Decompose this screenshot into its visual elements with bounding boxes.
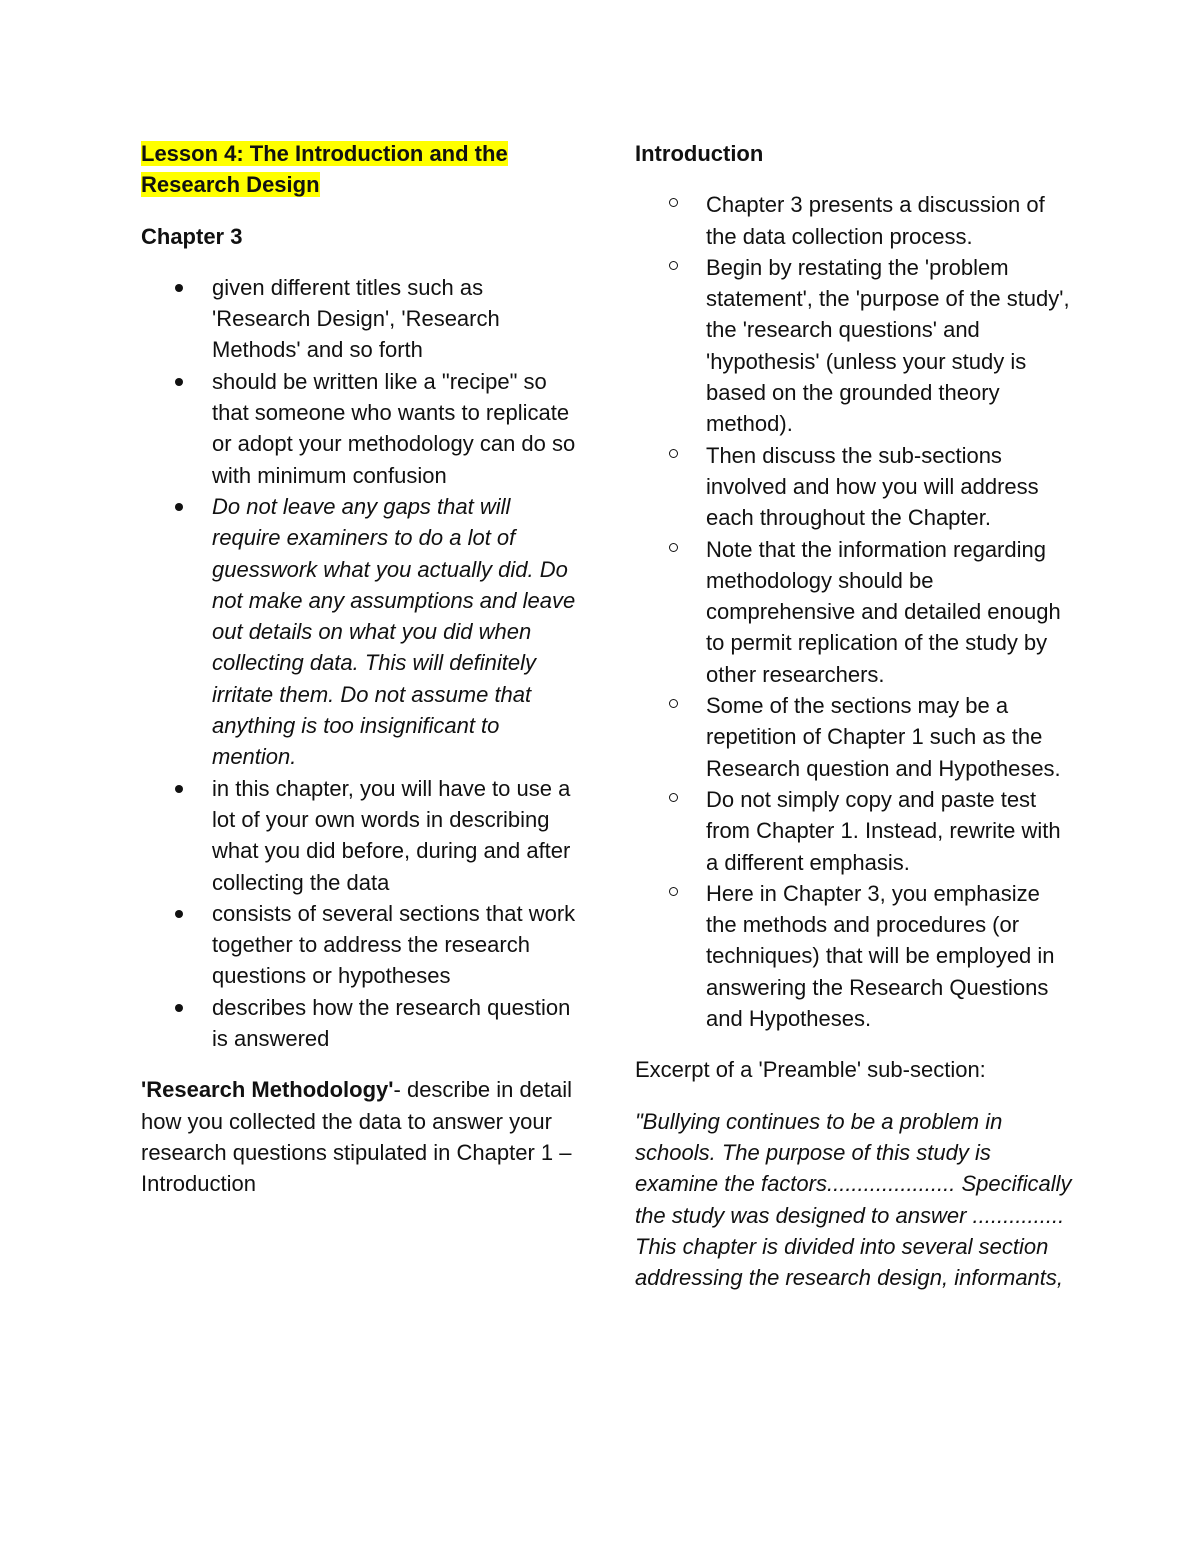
introduction-heading: Introduction <box>635 141 764 166</box>
bullet-icon <box>175 910 183 918</box>
left-column <box>141 138 581 1200</box>
right-column <box>635 138 1075 1293</box>
list-item: Some of the sections may be a repetition of Chapter 1 such as the Research question and Hypotheses. <box>635 690 1075 784</box>
list-item: in this chapter, you will have to use a lot of your own words in describing what you did before, during and after collecting the data <box>141 773 581 898</box>
excerpt-label: Excerpt of a 'Preamble' sub-section: <box>635 1057 986 1083</box>
bullet-icon <box>175 1004 183 1012</box>
bullet-icon <box>175 284 183 292</box>
chapter-heading: Chapter 3 <box>141 223 243 249</box>
methodology-paragraph <box>141 1074 581 1199</box>
list-item: Here in Chapter 3, you emphasize the methods and procedures (or techniques) that will be employed in answering the Research Questions and Hypotheses. <box>635 878 1075 1034</box>
methodology-text: - describe in detail how you collected the data to answer your research questions stipulated in Chapter 1 – Introduction <box>141 1077 573 1197</box>
list-item: Begin by restating the 'problem statement', the 'purpose of the study', the 'research questions' and 'hypothesis' (unless your study is based on the grounded theory method). <box>635 252 1075 440</box>
introduction-list <box>635 189 1075 1034</box>
list-item: Do not simply copy and paste test from Chapter 1. Instead, rewrite with a different emphasis. <box>635 784 1075 878</box>
circle-bullet-icon <box>669 543 678 552</box>
list-item: consists of several sections that work together to address the research questions or hypotheses <box>141 898 581 992</box>
excerpt-text: "Bullying continues to be a problem in schools. The purpose of this study is examine the factors..................... Specifically the study was designed to answer ............... This chapter is divided into several section addressing the research design, informants, <box>635 1108 1072 1291</box>
bullet-icon <box>175 785 183 793</box>
methodology-term: 'Research Methodology' <box>141 1077 394 1103</box>
list-item: Chapter 3 presents a discussion of the data collection process. <box>635 189 1075 252</box>
list-item: describes how the research question is answered <box>141 992 581 1055</box>
list-item: given different titles such as 'Research Design', 'Research Methods' and so forth <box>141 272 581 366</box>
circle-bullet-icon <box>669 261 678 270</box>
circle-bullet-icon <box>669 449 678 458</box>
circle-bullet-icon <box>669 699 678 708</box>
circle-bullet-icon <box>669 198 678 207</box>
bullet-icon <box>175 378 183 386</box>
lesson-title-text: Lesson 4: The Introduction and the Research Design <box>141 141 508 198</box>
list-item: Note that the information regarding methodology should be comprehensive and detailed enough to permit replication of the study by other researchers. <box>635 534 1075 690</box>
bullet-icon <box>175 503 183 511</box>
circle-bullet-icon <box>669 887 678 896</box>
list-item: Do not leave any gaps that will require examiners to do a lot of guesswork what you actually did. Do not make any assumptions and leave out details on what you did when collecting data. This will definitely irritate them. Do not assume that anything is too insignificant to mention. <box>141 491 581 773</box>
circle-bullet-icon <box>669 793 678 802</box>
list-item: Then discuss the sub-sections involved and how you will address each throughout the Chapter. <box>635 440 1075 534</box>
chapter-bullet-list <box>141 272 581 1054</box>
lesson-title <box>141 138 581 201</box>
list-item: should be written like a "recipe" so that someone who wants to replicate or adopt your methodology can do so with minimum confusion <box>141 366 581 491</box>
